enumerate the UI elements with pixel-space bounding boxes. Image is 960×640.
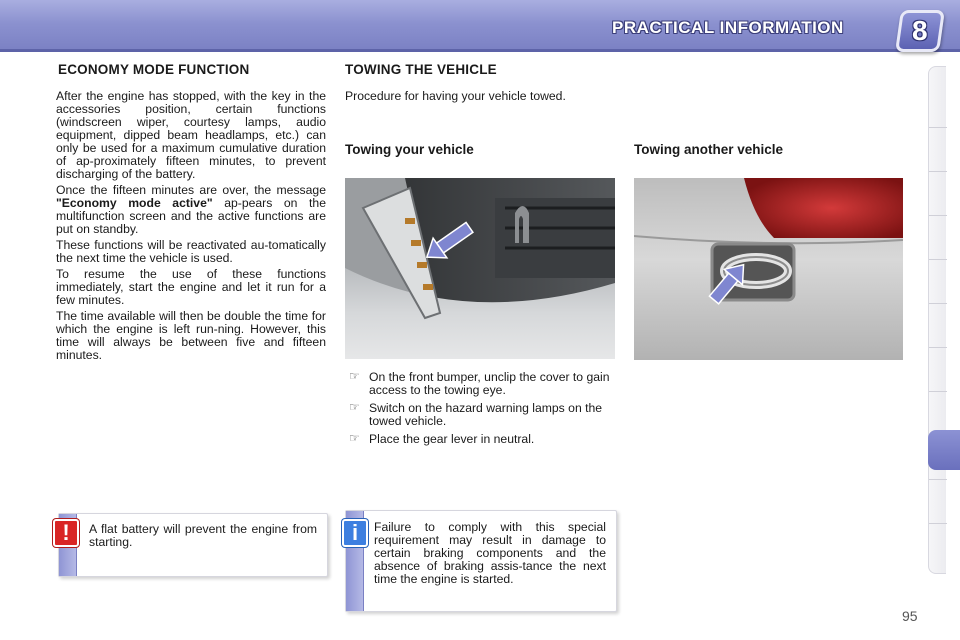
tab-divider	[929, 523, 947, 524]
front-bumper-photo	[345, 178, 615, 359]
towing-steps	[345, 371, 617, 451]
list-item	[345, 433, 617, 446]
towing-title: TOWING THE VEHICLE	[345, 62, 497, 77]
tab-divider	[929, 215, 947, 216]
page-number: 95	[902, 608, 918, 624]
list-item	[345, 402, 617, 428]
towing-another-vehicle-heading: Towing another vehicle	[634, 142, 784, 157]
rear-towing-photo	[634, 178, 903, 360]
economy-section	[56, 62, 326, 365]
info-note	[345, 510, 617, 612]
tab-divider	[929, 479, 947, 480]
tab-divider	[929, 303, 947, 304]
towing-section	[345, 62, 617, 103]
economy-paragraph	[56, 184, 326, 236]
list-item-text: Switch on the hazard warning lamps on the towed vehicle.	[369, 401, 603, 428]
text-run: Once the fifteen minutes are over, the message	[56, 183, 326, 197]
chapter-title: PRACTICAL INFORMATION	[612, 18, 844, 37]
tab-divider	[929, 391, 947, 392]
front-bumper-illustration	[345, 178, 615, 359]
list-item-text: On the front bumper, unclip the cover to gain access to the towing eye.	[369, 370, 610, 397]
list-item	[345, 371, 617, 397]
list-item-text: Place the gear lever in neutral.	[369, 432, 535, 446]
warning-icon: !	[53, 519, 79, 547]
pointing-hand-icon: ☞	[349, 431, 360, 445]
economy-paragraph: After the engine has stopped, with the key in the accessories position, certain functions (windscreen wiper, courtesy lamps, audio equipment, dipped beam headlamps, etc.) can only be used for a maximum cumulative duration of ap-proximately fifteen minutes, to prevent discharging of the battery.	[56, 89, 326, 181]
towing-intro: Procedure for having your vehicle towed.	[345, 89, 566, 103]
towing-your-vehicle-heading: Towing your vehicle	[345, 142, 474, 157]
pointing-hand-icon: ☞	[349, 369, 360, 383]
economy-paragraph: The time available will then be double the time for which the engine is left run-ning. However, this time will always be between five and fifteen minutes.	[56, 309, 326, 362]
tab-divider	[929, 127, 947, 128]
chapter-tab-active[interactable]	[928, 430, 960, 470]
warning-text: A flat battery will prevent the engine from starting.	[89, 522, 317, 549]
tab-divider	[929, 171, 947, 172]
economy-paragraph: To resume the use of these functions immediately, start the engine and let it run for a few minutes.	[56, 267, 326, 307]
economy-title: ECONOMY MODE FUNCTION	[58, 62, 250, 77]
text-run: ap-pears on the multifunction screen and the active functions are put on standby.	[56, 196, 326, 236]
economy-paragraph: These functions will be reactivated au-tomatically the next time the vehicle is used.	[56, 238, 326, 265]
rear-towing-illustration	[634, 178, 903, 360]
pointing-hand-icon: ☞	[349, 400, 360, 414]
tab-divider	[929, 347, 947, 348]
info-icon: i	[342, 519, 368, 547]
info-text: Failure to comply with this special requirement may result in damage to certain braking components and the absence of braking assis-tance the next time the engine is started.	[374, 520, 606, 586]
tab-divider	[929, 259, 947, 260]
chapter-badge	[895, 10, 945, 52]
warning-note	[58, 513, 328, 577]
chapter-tabs	[928, 66, 946, 574]
economy-message: "Economy mode active"	[56, 196, 213, 210]
chapter-number: 8	[912, 15, 928, 46]
